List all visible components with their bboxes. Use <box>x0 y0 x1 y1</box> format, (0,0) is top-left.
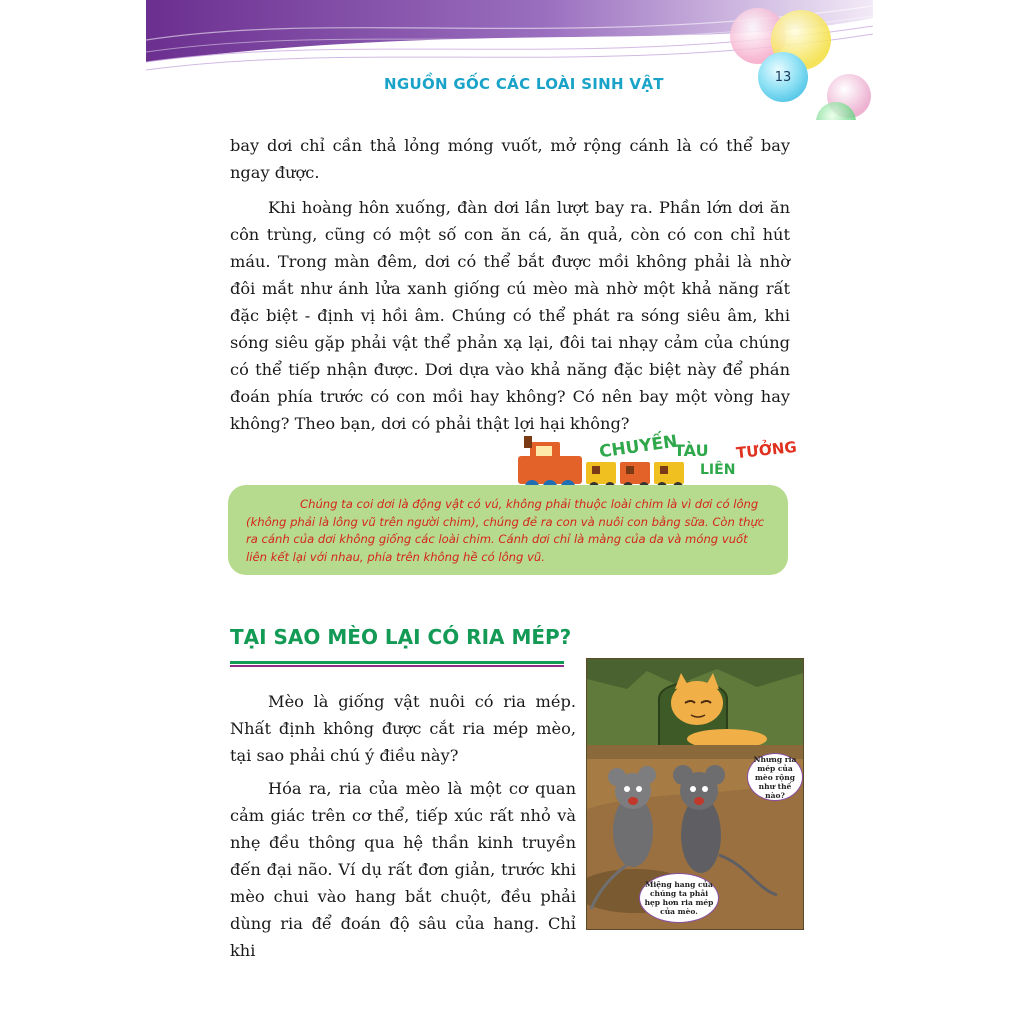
banner-word: LIÊN <box>700 462 736 478</box>
body-paragraph-2 <box>230 194 790 437</box>
banner-word: TÀU <box>674 441 709 460</box>
note-box <box>228 485 788 575</box>
page-header <box>146 0 873 120</box>
body-text: Mèo là giống vật nuôi có ria mép. Nhất định không được cắt ria mép mèo, tại sao phải chú ý điều này? <box>230 692 576 765</box>
section-paragraph-2 <box>230 775 576 964</box>
body-text: Khi hoàng hôn xuống, đàn dơi lần lượt bay ra. Phần lớn dơi ăn côn trùng, cũng có một số con ăn cá, ăn quả, còn có con chỉ hút máu. Trong màn đêm, dơi có thể bắt được mồi không phải là nhờ đôi mắt như ánh lửa xanh giống cú mèo mà nhờ một khả năng rất đặc biệt - định vị hồi âm. Chúng có thể phát ra sóng siêu âm, khi sóng siêu gặp phải vật thể phản xạ lại, đôi tai nhạy cảm của chúng có thể tiếp nhận được. Dơi dựa vào khả năng đặc biệt này để phán đoán phía trước có con mồi hay không? Có nên bay một vòng hay không? Theo bạn, dơi có phải thật lợi hại không? <box>230 198 790 433</box>
note-text: Chúng ta coi dơi là động vật có vú, không phải thuộc loài chim là vì dơi có lông (không phải là lông vũ trên người chim), chúng đẻ ra con và nuôi con bằng sữa. Còn thực ra cánh của dơi không giống các loài chim. Cánh dơi chỉ là màng của da và móng vuốt liên kết lại với nhau, phía trên không hề có lông vũ. <box>246 497 765 564</box>
section-paragraph-1 <box>230 688 576 769</box>
page-number: 13 <box>758 52 808 102</box>
heading-underline-accent <box>230 665 564 667</box>
cat-mice-illustration <box>586 658 804 930</box>
speech-bubble: Nhưng ria mép của mèo rộng như thế nào? <box>747 753 803 801</box>
running-title: NGUỒN GỐC CÁC LOÀI SINH VẬT <box>384 75 664 93</box>
speech-bubble: Miệng hang của chúng ta phải hẹp hơn ria mép của mèo. <box>639 873 719 923</box>
body-paragraph-1 <box>230 132 790 186</box>
body-text: Hóa ra, ria của mèo là một cơ quan cảm giác trên cơ thể, tiếp xúc rất nhỏ và nhẹ đều thông qua hệ thần kinh truyền đến đại não. Ví dụ rất đơn giản, trước khi mèo chui vào hang bắt chuột, đều phải dùng ria để đoán độ sâu của hang. Chỉ khi <box>230 779 576 960</box>
banner-word: CHUYẾN <box>597 431 679 463</box>
heading-underline <box>230 661 564 664</box>
banner-word: TƯỞNG <box>735 437 798 463</box>
section-heading: TẠI SAO MÈO LẠI CÓ RIA MÉP? <box>230 625 572 649</box>
book-page <box>146 0 873 1017</box>
body-text: bay dơi chỉ cần thả lỏng móng vuốt, mở rộng cánh là có thể bay ngay được. <box>230 136 790 182</box>
